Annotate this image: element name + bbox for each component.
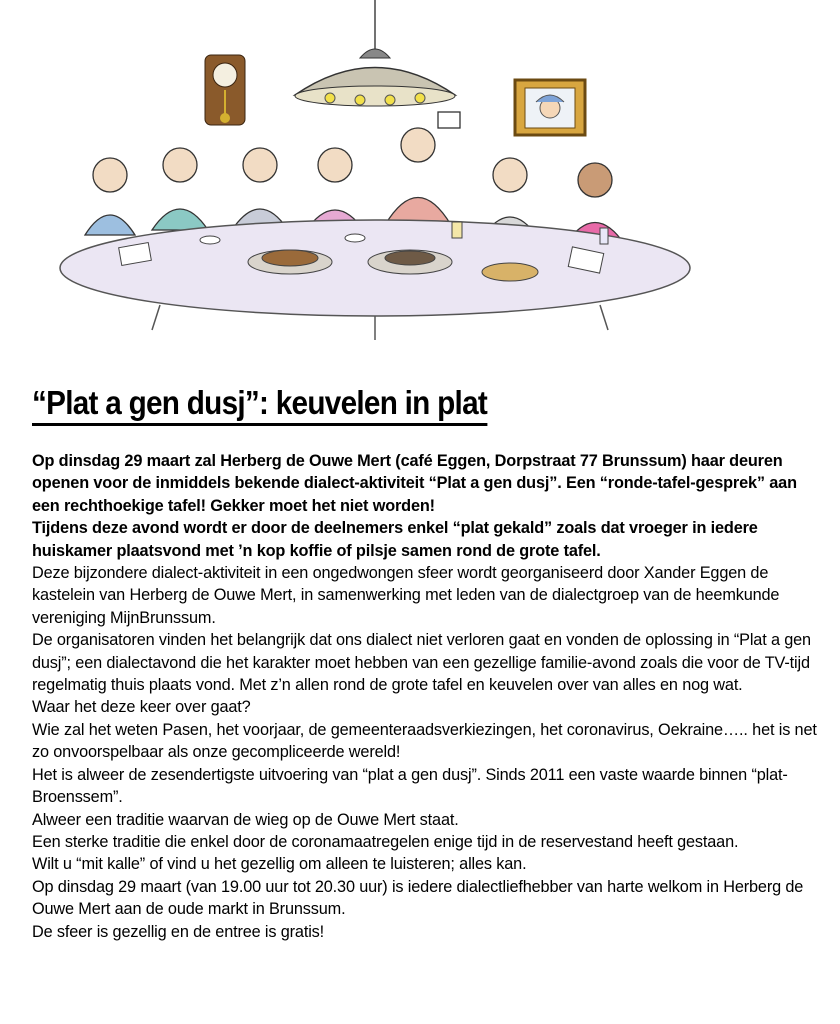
article-body bbox=[32, 450, 822, 943]
paragraph: Het is alweer de zesendertigste uitvoering van “plat a gen dusj”. Sinds 2011 een vaste waarde binnen “plat-Broenssem”. bbox=[32, 765, 788, 807]
paragraph: Alweer een traditie waarvan de wieg op de Ouwe Mert staat. bbox=[32, 810, 459, 829]
paragraph: Op dinsdag 29 maart zal Herberg de Ouwe Mert (café Eggen, Dorpstraat 77 Brunssum) haar deuren openen voor de inmiddels bekende dialect-aktiviteit “Plat a gen dusj”. Een “ronde-tafel-gesprek” aan een rechthoekige tafel! Gekker moet het niet worden! bbox=[32, 452, 797, 515]
paragraph: Tijdens deze avond wordt er door de deelnemers enkel “plat gekald” zoals dat vroeger in iedere huiskamer plaatsvond met ’n kop koffie of pilsje samen rond de grote tafel. bbox=[32, 519, 758, 560]
paragraph: Wie zal het weten Pasen, het voorjaar, de gemeenteraadsverkiezingen, het coronavirus, Oekraine….. het is net zo onvoorspelbaar als onze gecompliceerde wereld! bbox=[32, 720, 817, 762]
paragraph: Deze bijzondere dialect-aktiviteit in een ongedwongen sfeer wordt georganiseerd door Xander Eggen de kastelein van Herberg de Ouwe Mert, in samenwerking met leden van de dialectgroep van de heemkunde vereniging MijnBrunssum. bbox=[32, 564, 780, 627]
paragraph: Op dinsdag 29 maart (van 19.00 uur tot 20.30 uur) is iedere dialectliefhebber van harte welkom in Herberg de Ouwe Mert aan de oude markt in Brunssum. bbox=[32, 877, 804, 919]
paragraph: Waar het deze keer over gaat? bbox=[32, 698, 251, 717]
cafe-table-drawing-icon bbox=[40, 0, 730, 350]
paragraph: De organisatoren vinden het belangrijk dat ons dialect niet verloren gaat en vonden de oplossing in “Plat a gen dusj”; een dialectavond die het karakter moet hebben van een gezellige familie-avond zoals die voor de TV-tijd regelmatig thuis plaats vond. Met z’n allen rond de grote tafel en keuvelen over van alles en nog wat. bbox=[32, 631, 811, 695]
article-title: “Plat a gen dusj”: keuvelen in plat bbox=[32, 383, 487, 426]
paragraph: De sfeer is gezellig en de entree is gratis! bbox=[32, 922, 325, 941]
paragraph: Een sterke traditie die enkel door de coronamaatregelen enige tijd in de reservestand heeft gestaan. bbox=[32, 832, 739, 851]
paragraph: Wilt u “mit kalle” of vind u het gezellig om alleen te luisteren; alles kan. bbox=[32, 855, 527, 874]
